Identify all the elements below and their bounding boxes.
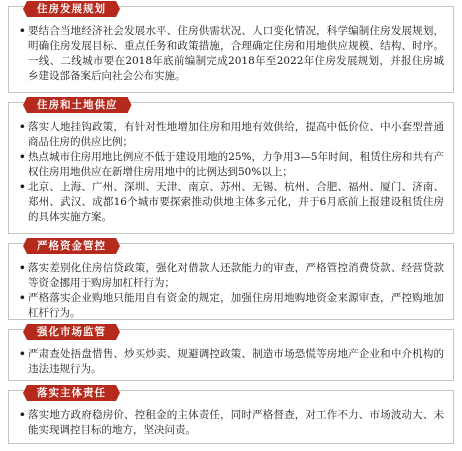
section-item-text: 落实地方政府稳房价、控租金的主体责任，同时严格督查，对工作不力、市场波动大、未能实现调控目标的地方，坚决问责。	[28, 409, 444, 436]
section-item-text: 热点城市住房用地比例应不低于建设用地的25%，力争用3—5年时间，租赁住房和共有产权住房用地供应在新增住房用地中的比例达到50%以上；	[28, 151, 444, 178]
section-main-responsibility	[8, 387, 454, 444]
section-housing-plan	[8, 3, 454, 93]
section-title-tag: 强化市场监管	[27, 324, 116, 340]
section-item-text: 北京、上海、广州、深圳、天津、南京、苏州、无锡、杭州、合肥、福州、厦门、济南、郑州、武汉、成都16个城市要探索推动供地主体多元化，并于6月底前上报建设租赁住房的具体实施方案。	[28, 181, 444, 223]
section-title-tag: 落实主体责任	[27, 385, 116, 401]
section-item	[19, 150, 444, 180]
section-item	[19, 24, 444, 84]
section-item-text: 要结合当地经济社会发展水平、住房供需状况、人口变化情况，科学编制住房发展规划，明确住房发展目标、重点任务和政策措施，合理确定住房和用地供应规模、结构、时序。一线、二线城市要在2018年底前编制完成2018年至2022年住房发展规划，并报住房城乡建设部备案后向社会公布实施。	[28, 25, 444, 82]
section-item	[19, 261, 444, 291]
section-item	[19, 180, 444, 225]
section-item-text: 严肃查处捂盘惜售、炒买炒卖、规避调控政策、制造市场恐慌等房地产企业和中介机构的违法违规行为。	[28, 348, 444, 375]
bullet-marker: •	[19, 25, 26, 37]
section-housing-land-supply	[8, 99, 454, 234]
bullet-marker: •	[19, 348, 26, 360]
section-item-text: 落实差别化住房信贷政策，强化对借款人还款能力的审查，严格管控消费贷款、经营贷款等资金挪用于购房加杠杆行为；	[28, 262, 444, 289]
bullet-marker: •	[19, 121, 26, 133]
bullet-marker: •	[19, 292, 26, 304]
section-capital-control	[8, 240, 454, 320]
bullet-marker: •	[19, 151, 26, 163]
section-item	[19, 120, 444, 150]
bullet-marker: •	[19, 409, 26, 421]
section-item-text: 落实人地挂钩政策，有针对性地增加住房和用地有效供给，提高中低价位、中小套型普通商品住房的供应比例；	[28, 121, 444, 148]
section-title-tag: 住房和土地供应	[27, 97, 128, 113]
bullet-marker: •	[19, 181, 26, 193]
section-market-supervision	[8, 326, 454, 381]
section-title-tag: 住房发展规划	[27, 1, 116, 17]
section-item-text: 严格落实企业购地只能用自有资金的规定，加强住房用地购地资金来源审查，严控购地加杠杆行为。	[28, 292, 444, 319]
section-item	[19, 347, 444, 377]
section-item	[19, 291, 444, 321]
bullet-marker: •	[19, 262, 26, 274]
section-title-tag: 严格资金管控	[27, 238, 116, 254]
section-item	[19, 408, 444, 438]
